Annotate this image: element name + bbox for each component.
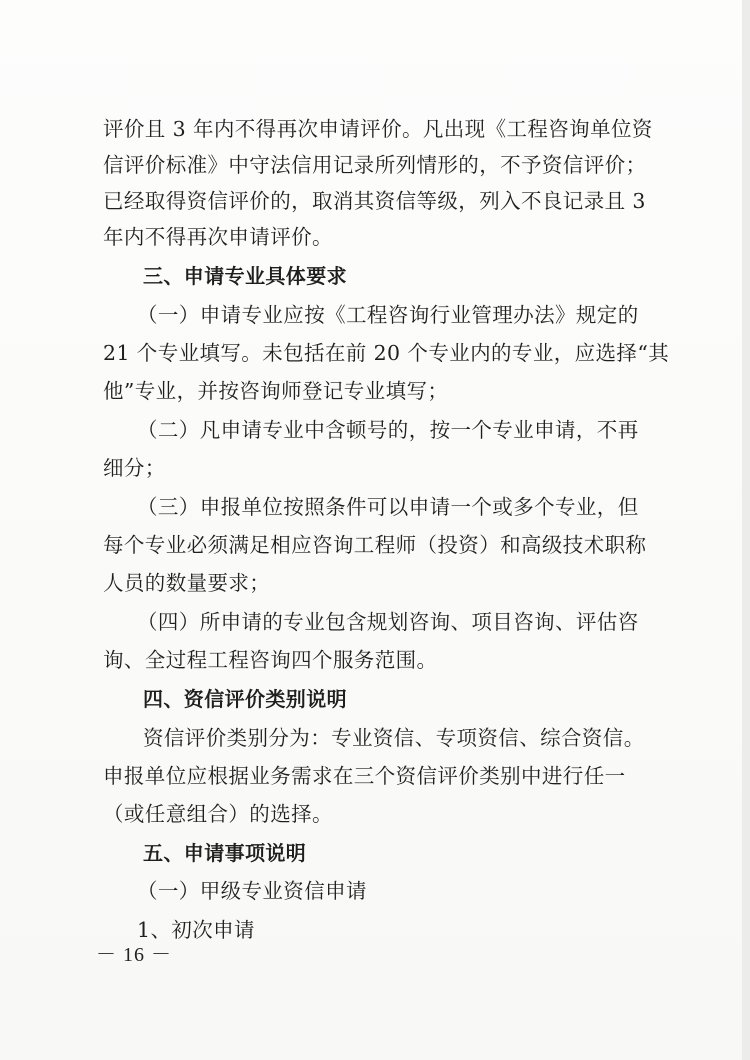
text-line: （四）所申请的专业包含规划咨询、项目咨询、评估咨 [137, 610, 639, 634]
text-line: 人员的数量要求； [103, 571, 271, 595]
page-edge [742, 0, 750, 1060]
text-line: 已经取得资信评价的，取消其资信等级，列入不良记录且 3 [103, 189, 646, 213]
text-line: 年内不得再次申请评价。 [103, 225, 333, 249]
section-heading: 三、申请专业具体要求 [143, 264, 347, 288]
text-line: 他”专业，并按咨询师登记专业填写； [103, 379, 449, 403]
text-line: （一）申请专业应按《工程咨询行业管理办法》规定的 [137, 303, 639, 327]
section-heading: 五、申请事项说明 [143, 841, 307, 865]
text-line: 询、全过程工程咨询四个服务范围。 [103, 648, 438, 672]
text-line: 申报单位应根据业务需求在三个资信评价类别中进行任一 [103, 764, 626, 788]
text-line: 资信评价类别分为：专业资信、专项资信、综合资信。 [143, 726, 645, 750]
section-heading: 四、资信评价类别说明 [143, 687, 347, 711]
subsection-heading: （一）甲级专业资信申请 [137, 879, 367, 903]
text-line: 信评价标准》中守法信用记录所列情形的，不予资信评价； [103, 153, 647, 177]
text-line: 21 个专业填写。未包括在前 20 个专业内的专业，应选择“其 [103, 341, 670, 365]
text-line: 评价且 3 年内不得再次申请评价。凡出现《工程咨询单位资 [103, 117, 653, 141]
text-line: 细分； [103, 456, 166, 480]
page-number: － 16 － [96, 944, 172, 966]
text-line: （三）申报单位按照条件可以申请一个或多个专业，但 [137, 495, 639, 519]
text-line: 每个专业必须满足相应咨询工程师（投资）和高级技术职称 [103, 533, 647, 557]
subsection-heading: 1、初次申请 [137, 918, 255, 942]
text-line: （或任意组合）的选择。 [103, 802, 333, 826]
text-line: （二）凡申请专业中含顿号的，按一个专业申请，不再 [137, 418, 639, 442]
